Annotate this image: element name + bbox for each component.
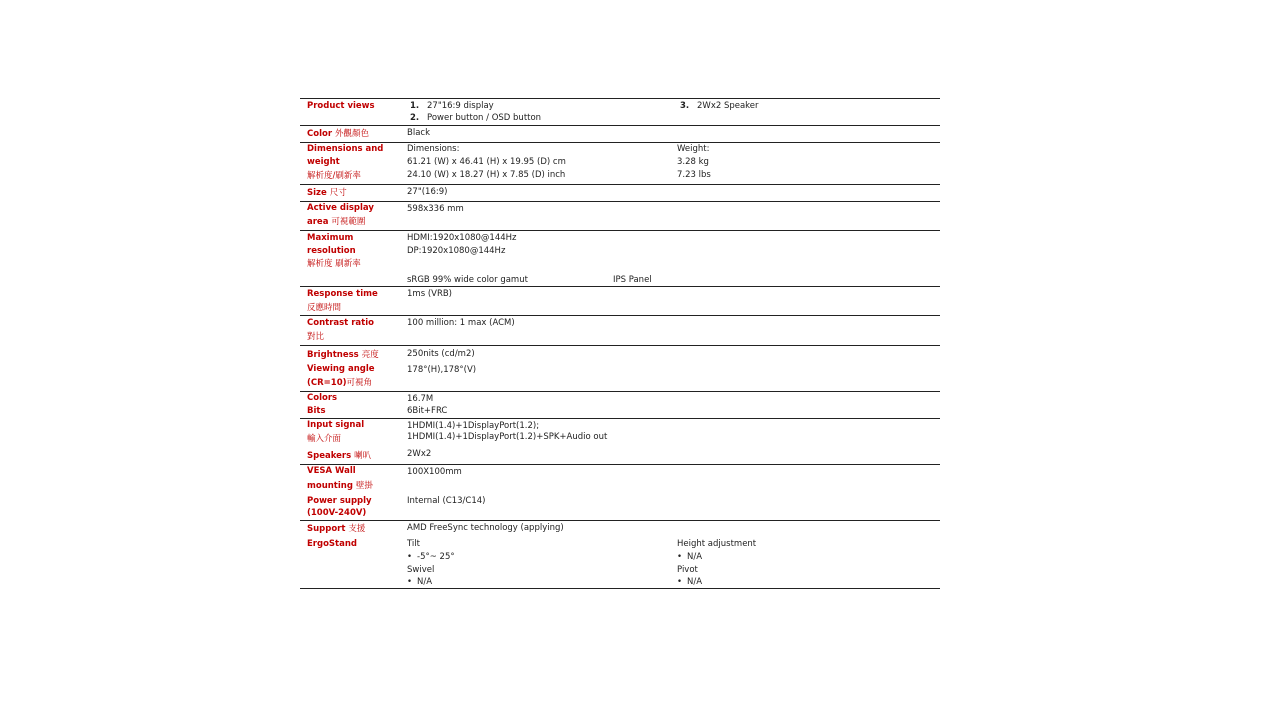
panel-type: IPS Panel [613,275,652,285]
swivel-heading: Swivel [407,565,435,575]
label-maxres-l2: resolution [307,246,356,256]
weight-lbs: 7.23 lbs [677,170,711,180]
label-bits: Bits [307,406,326,416]
item-text: Power button / OSD button [427,113,542,123]
label-en: (CR=10) [307,378,347,388]
label-zh: 壁掛 [355,481,373,491]
label-product-views: Product views [307,101,375,111]
label-brightness [307,349,379,362]
maxres-dp: DP:1920x1080@144Hz [407,246,506,256]
label-en: area [307,217,329,227]
label-zh: 喇叭 [354,451,372,461]
label-zh: 解析度/刷新率 [307,171,361,181]
maxres-hdmi: HDMI:1920x1080@144Hz [407,233,517,243]
label-support [307,523,365,536]
label-input-en: Input signal [307,420,365,430]
power-value: Internal (C13/C14) [407,496,486,506]
row-max-resolution [300,230,940,286]
label-response-en: Response time [307,289,378,299]
label-power-l2: (100V-240V) [307,508,367,518]
label-zh: 外觀顏色 [335,129,370,139]
label-active-l1: Active display [307,203,374,213]
label-dimensions-l2: weight [307,157,340,167]
pivot-heading: Pivot [677,565,698,575]
height-heading: Height adjustment [677,539,757,549]
row-vesa [300,464,940,520]
height-value [677,551,702,563]
row-product-views [300,98,940,125]
pivot-value [677,576,702,588]
label-zh: 尺寸 [329,188,347,198]
label-zh: 可視範圍 [331,217,366,227]
item-number: 2. [410,113,420,123]
row-contrast [300,315,940,345]
label-contrast-zh [307,331,324,344]
dimensions-heading: Dimensions: [407,144,460,154]
row-color [300,125,940,142]
item-number: 3. [680,101,690,111]
label-en: mounting [307,481,353,491]
bullet: • [677,552,683,562]
row-dimensions [300,142,940,184]
row-size [300,184,940,201]
label-en: Size [307,188,327,198]
active-area-value: 598x336 mm [407,204,464,214]
label-colors: Colors [307,393,338,403]
swivel-value [407,576,432,588]
label-en: Color [307,129,333,139]
tilt-value [407,551,455,563]
label-color [307,128,369,141]
label-power-l1: Power supply [307,496,372,506]
color-gamut: sRGB 99% wide color gamut [407,275,528,285]
swivel-val: N/A [417,577,433,587]
label-en: Brightness [307,350,359,360]
label-maxres-l3 [307,258,361,271]
label-viewing-l2 [307,377,372,390]
product-view-item-3 [680,100,759,112]
label-dimensions-l3 [307,170,361,183]
speaker-value: 2Wx2 [407,449,432,459]
dimensions-inch: 24.10 (W) x 18.27 (H) x 7.85 (D) inch [407,170,566,180]
label-response-zh [307,302,341,315]
label-contrast-en: Contrast ratio [307,318,374,328]
label-input-zh [307,433,341,446]
bits-value: 6Bit+FRC [407,406,448,416]
viewing-angle-value: 178°(H),178°(V) [407,365,477,375]
row-input-signal [300,418,940,464]
weight-heading: Weight: [677,144,710,154]
label-zh: 對比 [307,332,325,342]
item-number: 1. [410,101,420,111]
item-text: 27"16:9 display [427,101,494,111]
brightness-value: 250nits (cd/m2) [407,349,475,359]
label-vesa-l1: VESA Wall [307,466,356,476]
vesa-value: 100X100mm [407,467,462,477]
label-active-l2 [307,216,365,229]
label-zh: 亮度 [361,350,379,360]
weight-kg: 3.28 kg [677,157,709,167]
tilt-range: -5°~ 25° [417,552,455,562]
pivot-val: N/A [687,577,703,587]
label-en: Speakers [307,451,352,461]
input-line-2: 1HDMI(1.4)+1DisplayPort(1.2)+SPK+Audio out [407,432,608,442]
input-line-1: 1HDMI(1.4)+1DisplayPort(1.2); [407,421,540,431]
tilt-heading: Tilt [407,539,420,549]
label-zh: 可視角 [346,378,373,388]
label-zh: 反應時間 [307,303,342,313]
label-vesa-l2 [307,480,373,493]
label-en: Support [307,524,346,534]
label-size [307,187,347,200]
label-dimensions-l1: Dimensions and [307,144,384,154]
label-maxres-l1: Maximum [307,233,354,243]
response-value: 1ms (VRB) [407,289,453,299]
spec-table [300,98,940,589]
row-response-time [300,286,940,315]
item-text: 2Wx2 Speaker [697,101,759,111]
label-zh: 輸入介面 [307,434,342,444]
size-value: 27"(16:9) [407,187,448,197]
label-viewing-l1: Viewing angle [307,364,375,374]
label-speakers [307,450,371,463]
product-view-item-1 [410,100,494,112]
label-ergostand: ErgoStand [307,539,357,549]
row-brightness [300,345,940,391]
colors-value: 16.7M [407,394,434,404]
label-zh: 支援 [348,524,366,534]
row-support [300,520,940,589]
row-colors [300,391,940,418]
bullet: • [677,577,683,587]
contrast-value: 100 million: 1 max (ACM) [407,318,515,328]
color-value: Black [407,128,430,138]
label-zh: 解析度 刷新率 [307,259,361,269]
height-val: N/A [687,552,703,562]
freesync-value: AMD FreeSync technology (applying) [407,523,564,533]
product-view-item-2 [410,112,541,124]
bullet: • [407,577,413,587]
dimensions-cm: 61.21 (W) x 46.41 (H) x 19.95 (D) cm [407,157,566,167]
row-active-area [300,201,940,230]
bullet: • [407,552,413,562]
